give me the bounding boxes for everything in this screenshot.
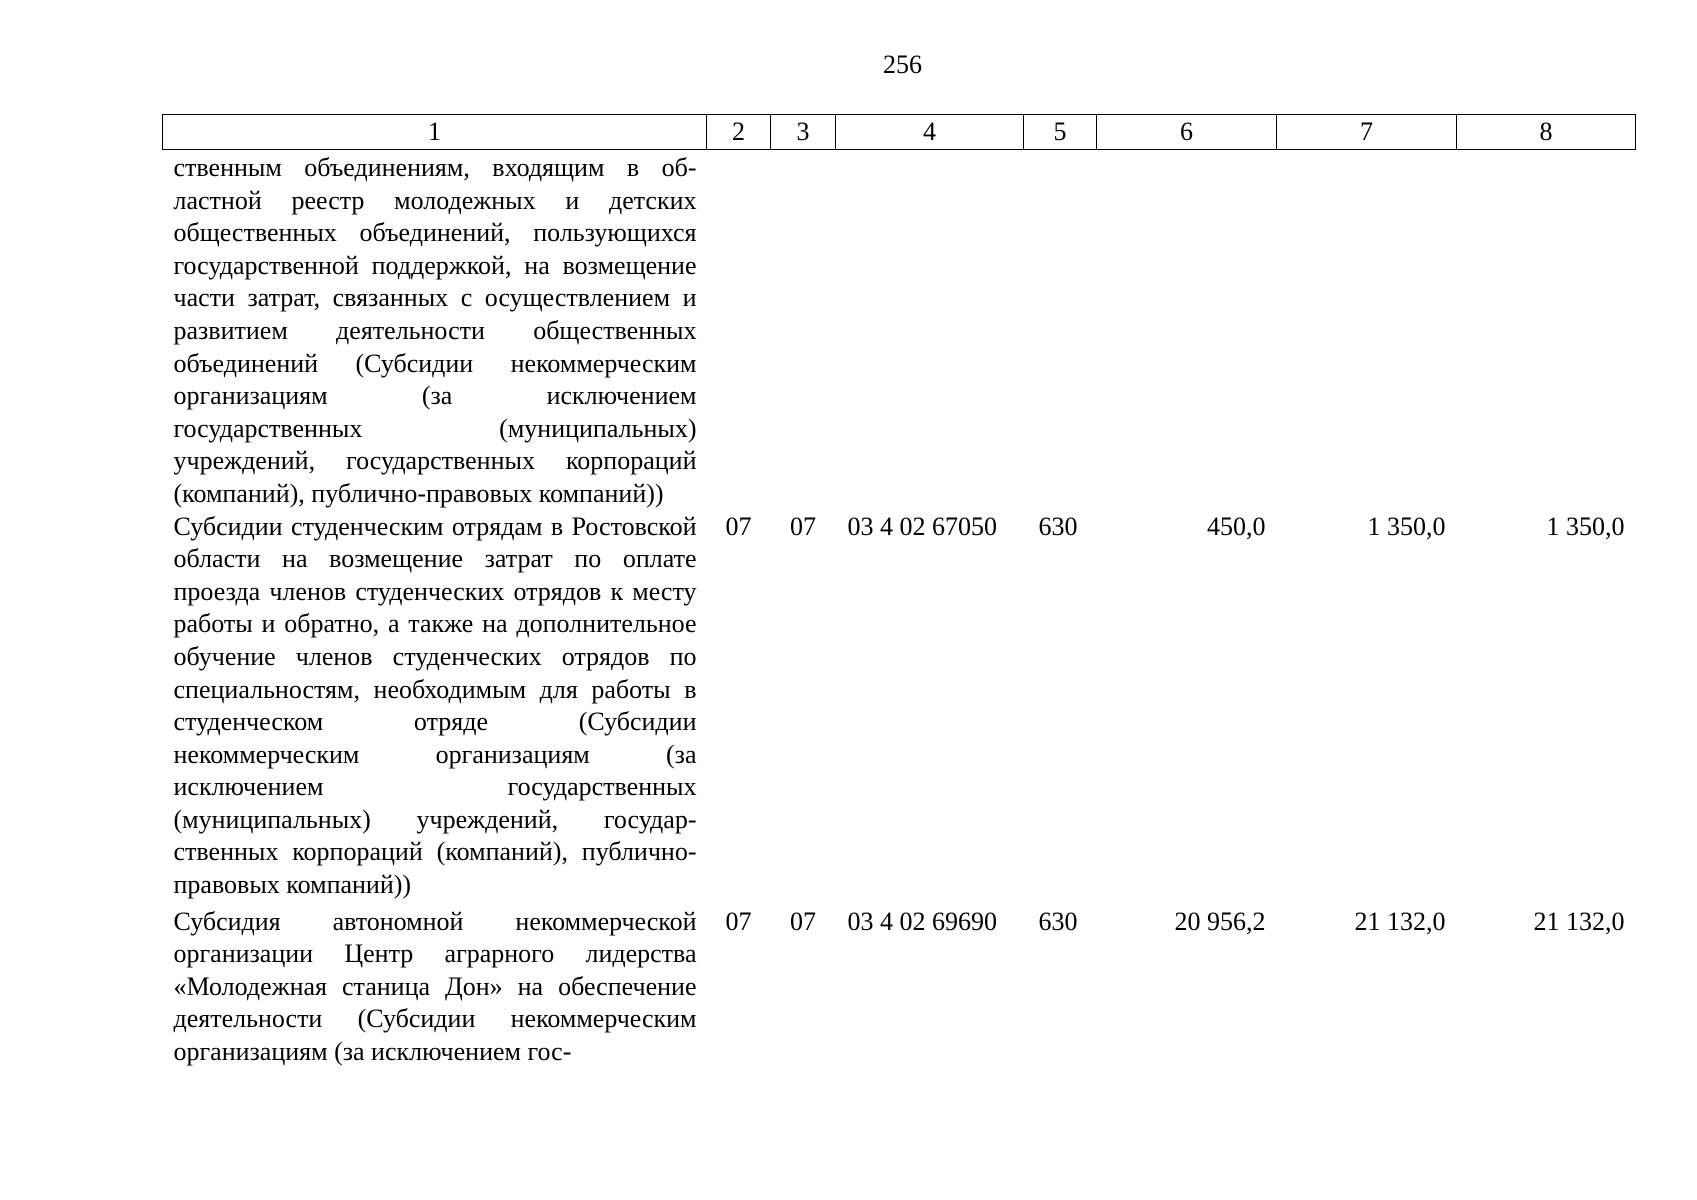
row-amount-year-2: 21 132,0	[1354, 906, 1446, 936]
column-header-2: 2	[707, 115, 771, 150]
row-subsection-code: 07	[790, 511, 816, 541]
row-amount-year-1	[1097, 150, 1277, 511]
table-row	[163, 902, 1636, 1069]
column-header-5: 5	[1024, 115, 1097, 150]
row-amount-year-1: 450,0	[1207, 511, 1266, 541]
row-target-article-code	[836, 150, 1024, 511]
row-expense-type-code	[1024, 150, 1097, 511]
row-amount-year-3: 21 132,0	[1533, 906, 1625, 936]
row-amount-year-2: 1 350,0	[1367, 511, 1446, 541]
column-header-8: 8	[1457, 115, 1636, 150]
column-header-7: 7	[1277, 115, 1457, 150]
row-section-code: 07	[725, 511, 752, 541]
row-target-article-code: 03 4 02 67050	[847, 511, 997, 541]
row-amount-year-1: 20 956,2	[1174, 906, 1266, 936]
column-header-3: 3	[771, 115, 836, 150]
row-amount-year-3: 1 350,0	[1546, 511, 1625, 541]
header-row	[163, 115, 1636, 150]
row-amount-year-3	[1457, 150, 1636, 511]
row-subsection-code	[771, 150, 836, 511]
budget-table	[162, 114, 1636, 1069]
row-description: Субсидия автономной некоммерческой организации Центр аграрного лидерства «Молодежная станица Дон» на обеспечение деятельности (Субсидии некоммерческим организациям (за исключением гос-	[173, 906, 697, 1067]
table-row	[163, 511, 1636, 902]
row-description: Субсидии студенческим отрядам в Ростовской области на возмещение затрат по оплате проезда членов студенческих отрядов к месту работы и обратно, а также на дополнительное обучение членов студенческих отрядов по специальностям, необходимым для работы в студенческом отряде (Субсидии некоммерческим организациям (за исключением государственных (муниципальных) учреждений, государственных корпораций (компаний), публично-правовых компаний))	[173, 511, 697, 900]
column-header-6: 6	[1097, 115, 1277, 150]
table-row	[163, 150, 1636, 511]
row-section-code	[707, 150, 771, 511]
column-header-4: 4	[836, 115, 1024, 150]
row-section-code: 07	[725, 906, 752, 936]
column-header-1: 1	[163, 115, 707, 150]
table-header	[163, 115, 1636, 150]
page-number: 256	[883, 50, 922, 79]
table-body	[163, 150, 1636, 1069]
row-expense-type-code: 630	[1038, 906, 1078, 936]
row-subsection-code: 07	[790, 906, 816, 936]
row-description: ственным объединениям, входящим в областной реестр молодежных и детских общественных объединений, пользующихся государственной поддержкой, на возмещение части затрат, связанных с осуществлением и развитием деятельности общественных объединений (Субсидии некоммерческим организациям (за исключением государственных (муниципальных) учреждений, государственных корпораций (компаний), публично-правовых компаний))	[173, 153, 697, 508]
row-amount-year-2	[1277, 150, 1457, 511]
row-expense-type-code: 630	[1038, 511, 1078, 541]
row-target-article-code: 03 4 02 69690	[847, 906, 997, 936]
